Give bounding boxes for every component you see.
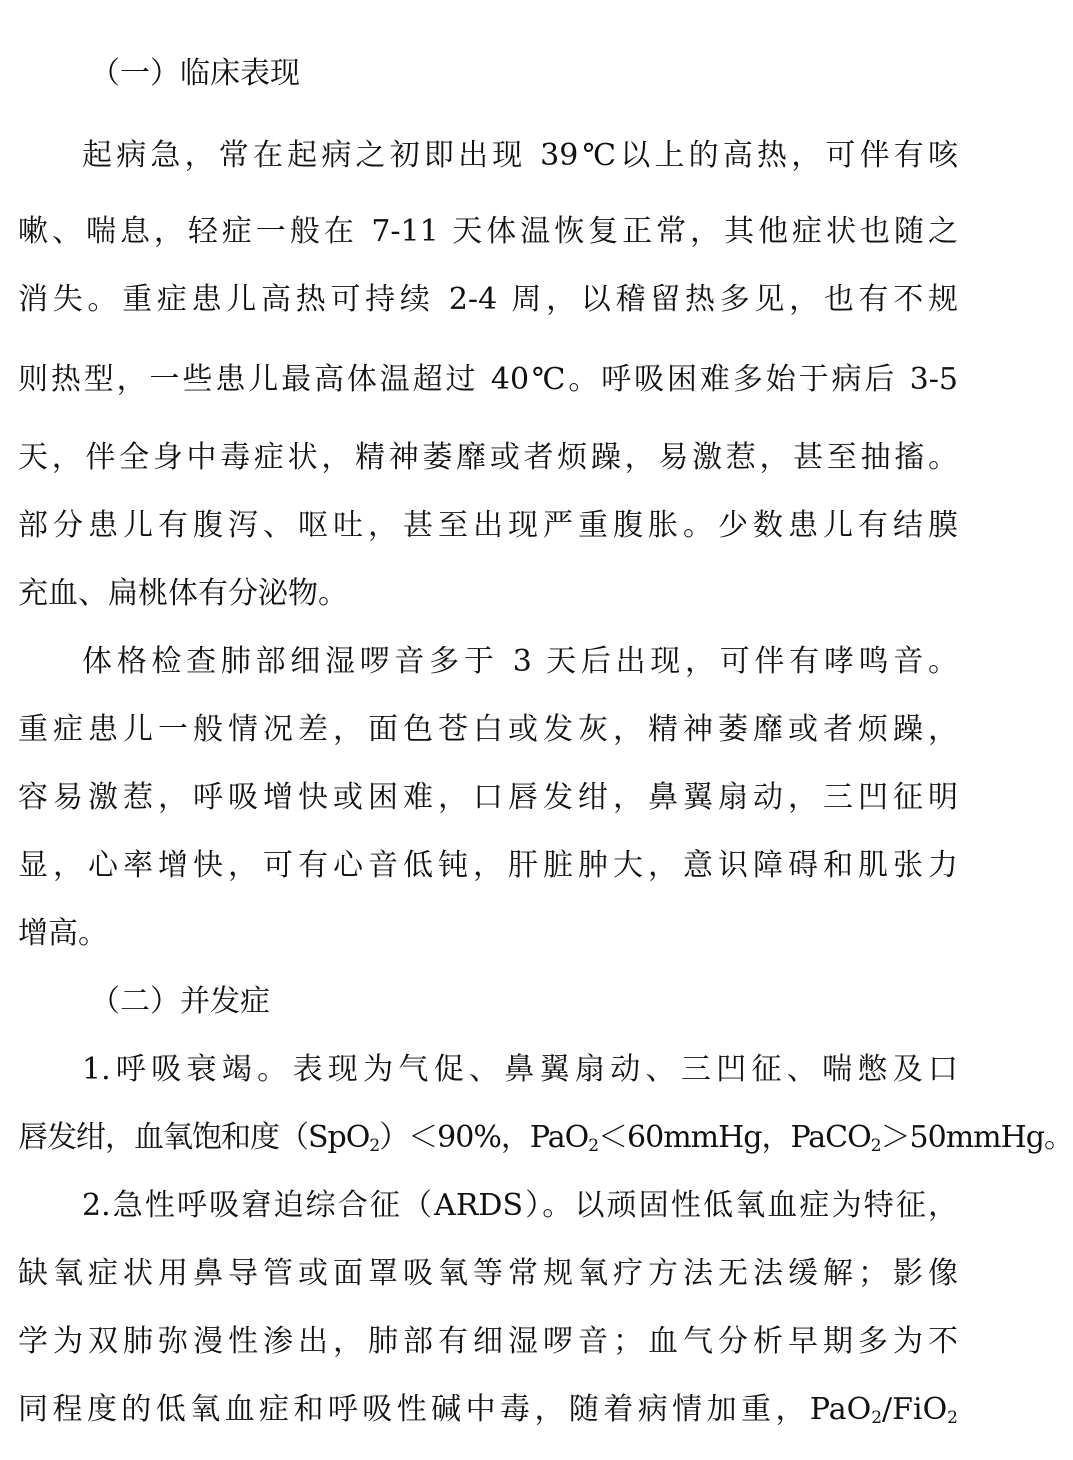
paragraph-line: 增高。 <box>18 916 108 951</box>
paragraph-line-formula <box>18 1116 1073 1160</box>
paragraph-line-formula <box>18 1388 958 1432</box>
paragraph-line: 部分患儿有腹泻、呕吐，甚至出现严重腹胀。少数患儿有结膜 <box>18 508 958 543</box>
paragraph-line: 嗽、喘息，轻症一般在 7-11 天体温恢复正常，其他症状也随之 <box>18 214 958 249</box>
subscript: 2 <box>369 1136 380 1156</box>
paragraph-line: 起病急，常在起病之初即出现 39℃以上的高热，可伴有咳 <box>82 138 958 173</box>
subscript: 2 <box>947 1408 958 1428</box>
paragraph-line: 2.急性呼吸窘迫综合征（ARDS）。以顽固性低氧血症为特征， <box>82 1188 958 1223</box>
paragraph-line: 容易激惹，呼吸增快或困难，口唇发绀，鼻翼扇动，三凹征明 <box>18 780 958 815</box>
text-segment: 同程度的低氧血症和呼吸性碱中毒，随着病情加重，PaO <box>18 1392 872 1427</box>
section-heading-clinical: （一）临床表现 <box>90 56 300 91</box>
text-segment: ）＜90%，PaO <box>379 1120 589 1155</box>
paragraph-line: 重症患儿一般情况差，面色苍白或发灰，精神萎靡或者烦躁， <box>18 712 958 747</box>
subscript: 2 <box>588 1136 599 1156</box>
paragraph-line: 显，心率增快，可有心音低钝，肝脏肿大，意识障碍和肌张力 <box>18 848 958 883</box>
paragraph-line: 1.呼吸衰竭。表现为气促、鼻翼扇动、三凹征、喘憋及口 <box>82 1052 958 1087</box>
text-segment: ＞50mmHg。 <box>880 1120 1073 1155</box>
text-segment: 唇发绀，血氧饱和度（SpO <box>18 1120 370 1155</box>
paragraph-line: 消失。重症患儿高热可持续 2-4 周，以稽留热多见，也有不规 <box>18 282 958 317</box>
paragraph-line: 缺氧症状用鼻导管或面罩吸氧等常规氧疗方法无法缓解；影像 <box>18 1256 958 1291</box>
subscript: 2 <box>871 1408 883 1428</box>
text-segment: ＜60mmHg，PaCO <box>598 1120 871 1155</box>
paragraph-line: 充血、扁桃体有分泌物。 <box>18 576 348 611</box>
paragraph-line: 体格检查肺部细湿啰音多于 3 天后出现，可伴有哮鸣音。 <box>82 644 958 679</box>
paragraph-line: 则热型，一些患儿最高体温超过 40℃。呼吸困难多始于病后 3-5 <box>18 362 958 397</box>
section-heading-complications: （二）并发症 <box>90 984 270 1019</box>
paragraph-line: 天，伴全身中毒症状，精神萎靡或者烦躁，易激惹，甚至抽搐。 <box>18 440 958 475</box>
subscript: 2 <box>870 1136 881 1156</box>
paragraph-line: 学为双肺弥漫性渗出，肺部有细湿啰音；血气分析早期多为不 <box>18 1324 958 1359</box>
text-segment: /FiO <box>882 1392 948 1427</box>
